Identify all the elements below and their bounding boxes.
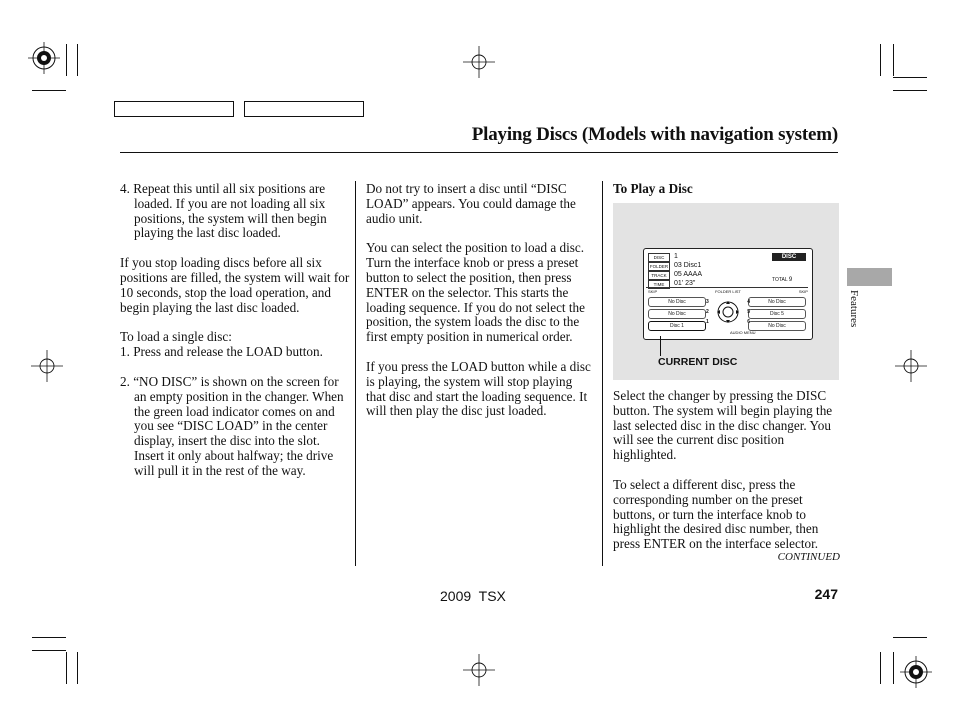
continued-label: CONTINUED	[777, 551, 840, 563]
column-divider	[355, 181, 356, 566]
mode-badge: DISC	[772, 253, 806, 261]
page-title: Playing Discs (Models with navigation system)	[471, 124, 838, 145]
crosshair-icon	[31, 350, 63, 382]
preset-numbers	[706, 297, 750, 327]
play-paragraph-2: To select a different disc, press the corresponding number on the preset buttons, or turn the interface knob to highlight the desired disc number, then press ENTER on the interface selector.	[613, 476, 819, 552]
figure-callout: CURRENT DISC	[658, 356, 738, 368]
step-1: 1. Press and release the LOAD button.	[120, 344, 323, 360]
slot-item: No Disc	[648, 297, 706, 307]
column-1	[120, 182, 352, 479]
display-illustration	[613, 203, 839, 380]
total-value: 9	[788, 277, 793, 283]
disc-value: 1	[674, 253, 678, 260]
skip-bar	[648, 289, 808, 294]
preset-number: 4	[747, 299, 750, 305]
preset-number: 3	[706, 299, 709, 305]
skip-right-label: SKIP	[798, 289, 808, 294]
slot-item: No Disc	[748, 297, 806, 307]
total-label: TOTAL	[772, 277, 788, 283]
section-tab-marker	[847, 268, 892, 286]
total-indicator	[772, 277, 792, 283]
select-position-paragraph: You can select the position to load a disc. Turn the interface knob or press a preset button to select the position, then press ENTER on the selector. This starts the loading sequence. If you do not select the position, the system loads the disc to the first empty position in numerical order.	[366, 240, 585, 345]
crosshair-icon	[463, 654, 495, 686]
screen-divider	[646, 287, 808, 288]
section-tab-label: Features	[848, 290, 860, 328]
warning-paragraph: Do not try to insert a disc until “DISC LOAD” appears. You could damage the audio unit.	[366, 181, 576, 226]
column-3	[613, 182, 841, 197]
time-value: 01' 23"	[674, 280, 696, 287]
screen-info-rows	[648, 253, 758, 289]
track-value: 05 AAAA	[674, 271, 703, 278]
page-number: 247	[814, 586, 838, 602]
slot-item-current: Disc 1	[648, 321, 706, 331]
section-heading: To Play a Disc	[613, 181, 693, 196]
preset-number: 1	[706, 319, 709, 325]
column-3-body	[613, 389, 841, 552]
audio-menu-label: AUDIO MENU	[730, 330, 756, 335]
registration-target-icon	[28, 42, 60, 74]
column-divider	[602, 181, 603, 566]
slots-left	[648, 297, 706, 331]
step-4: 4. Repeat this until all six positions are loaded. If you are not loading all six positions, the system will then begin playing the last disc loaded.	[120, 181, 327, 241]
time-label: TIME	[648, 280, 670, 289]
slot-item: No Disc	[748, 321, 806, 331]
preset-number: 2	[706, 309, 709, 315]
registration-target-icon	[900, 656, 932, 688]
disc-label: DISC	[648, 253, 670, 262]
track-label: TRACK	[648, 271, 670, 280]
folder-list-label: FOLDER LIST	[715, 289, 741, 294]
crosshair-icon	[463, 46, 495, 78]
title-rule	[120, 152, 838, 153]
load-button-paragraph: If you press the LOAD button while a disc is playing, the system will stop playing that disc and start the loading sequence. It will then play the disc just loaded.	[366, 358, 591, 419]
column-2	[366, 182, 592, 419]
slot-item: No Disc	[648, 309, 706, 319]
stop-paragraph: If you stop loading discs before all six positions are filled, the system will wait for 10 seconds, stop the load operation, and begin playing the last disc loaded.	[120, 255, 350, 315]
play-paragraph-1: Select the changer by pressing the DISC button. The system will begin playing the last selected disc in the disc changer. You will see the current disc position highlighted.	[613, 388, 833, 463]
skip-left-label: SKIP	[648, 289, 658, 294]
audio-screen	[643, 248, 813, 340]
slot-item: Disc 5	[748, 309, 806, 319]
preset-number: 5	[747, 309, 750, 315]
step-2: 2. “NO DISC” is shown on the screen for an empty position in the changer. When the green load indicator comes on and you see “DISC LOAD” in the center display, insert the disc into the slot. Insert it only about halfway; the drive will pull it in the rest of the way.	[120, 373, 344, 478]
callout-line	[660, 336, 661, 356]
header-tab-box	[114, 101, 234, 117]
single-disc-intro: To load a single disc:	[120, 329, 232, 345]
header-tab-box	[244, 101, 364, 117]
crosshair-icon	[895, 350, 927, 382]
footer-model: 2009 TSX	[440, 588, 506, 604]
slots-right	[748, 297, 806, 331]
preset-number: 6	[747, 319, 750, 325]
folder-value: 03 Disc1	[674, 262, 702, 269]
folder-label: FOLDER	[649, 264, 669, 269]
